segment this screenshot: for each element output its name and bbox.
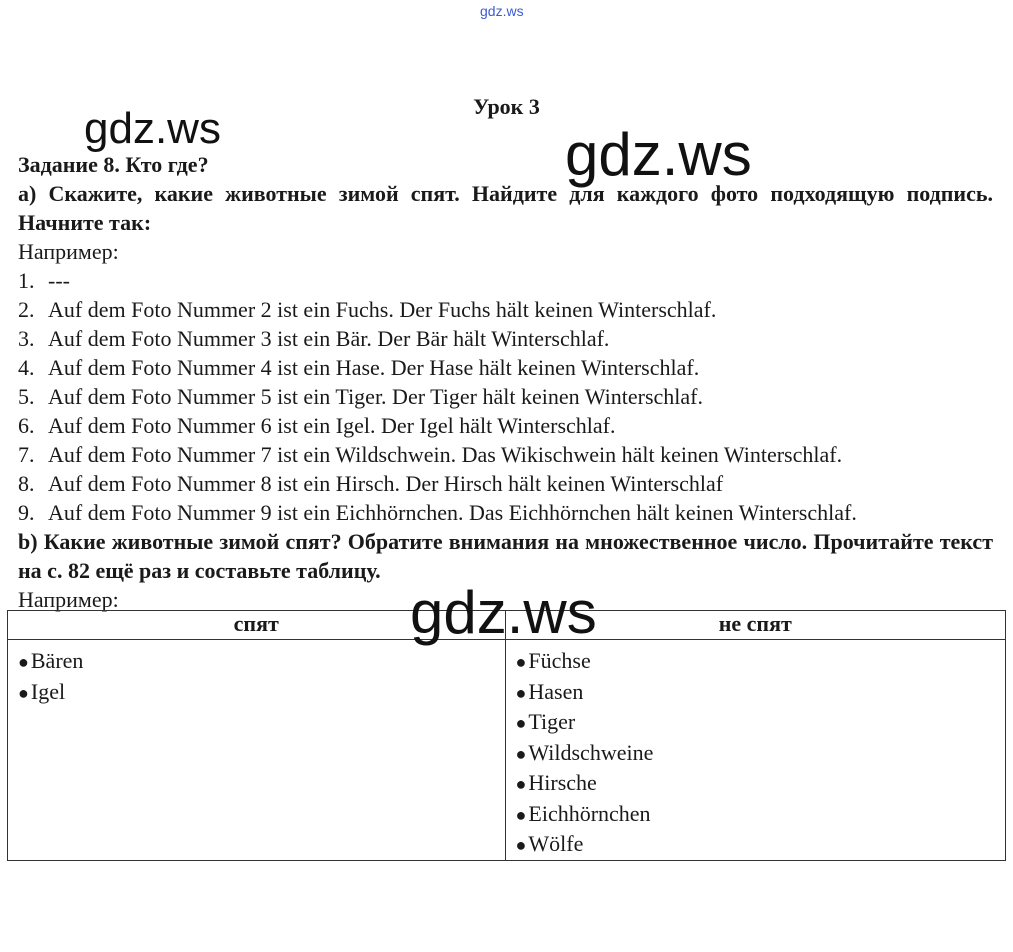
bullet-icon: ● [515, 713, 527, 733]
bullet-icon: ● [515, 682, 527, 703]
animal-name: Wölfe [528, 831, 584, 856]
bullet-icon: ● [18, 682, 29, 703]
bullet-icon: ● [515, 743, 527, 764]
animal-name: Tiger [528, 709, 576, 734]
item-number: 2. [18, 297, 35, 322]
animals-table [7, 610, 1006, 861]
page-title: Урок 3 [473, 94, 540, 119]
item-number: 6. [18, 413, 35, 438]
item-number: 1. [18, 268, 35, 293]
bullet-icon: ● [18, 652, 29, 672]
site-mark: gdz.ws [480, 3, 524, 19]
part-a-instruction: а) Скажите, какие животные зимой спят. Найдите для каждого фото подходящую подпись. Начните так: [18, 181, 993, 235]
list-item [18, 295, 993, 324]
example-label: Например: [18, 587, 119, 612]
watermark: gdz.ws [84, 104, 221, 153]
list-item [18, 266, 993, 295]
list-item [18, 646, 495, 677]
bullet-icon: ● [515, 774, 527, 794]
item-number: 3. [18, 326, 35, 351]
sleep-cell [8, 640, 506, 861]
list-item [516, 677, 995, 708]
awake-cell [505, 640, 1005, 861]
part-b-instruction: b) Какие животные зимой спят? Обратите внимания на множественное число. Прочитайте текст на с. 82 ещё раз и составьте таблицу. [18, 529, 993, 583]
animal-name: Hasen [528, 678, 584, 704]
table-row [8, 640, 1006, 861]
list-item [516, 707, 995, 738]
list-item [516, 646, 995, 677]
animal-name: Wildschweine [528, 739, 654, 765]
bullet-icon: ● [515, 804, 527, 825]
column-header-awake: не спят [505, 611, 1005, 640]
list-item [516, 738, 995, 769]
item-text: Auf dem Foto Nummer 2 ist ein Fuchs. Der Fuchs hält keinen Winterschlaf. [48, 297, 717, 322]
list-item [516, 799, 995, 830]
task-heading: Задание 8. Кто где? [18, 152, 209, 177]
list-item [18, 469, 993, 498]
item-number: 5. [18, 384, 35, 409]
item-text: Auf dem Foto Nummer 6 ist ein Igel. Der Igel hält Winterschlaf. [48, 413, 616, 438]
list-item [18, 382, 993, 411]
item-text: Auf dem Foto Nummer 4 ist ein Hase. Der Hase hält keinen Winterschlaf. [48, 355, 700, 380]
watermark: gdz.ws [565, 121, 752, 188]
list-item [516, 829, 995, 860]
bullet-icon: ● [515, 835, 527, 855]
list-item [18, 411, 993, 440]
task-content [18, 150, 993, 614]
list-item [18, 440, 993, 469]
item-text: Auf dem Foto Nummer 7 ist ein Wildschwein. Das Wikischwein hält keinen Winterschlaf. [48, 442, 843, 467]
item-text: Auf dem Foto Nummer 3 ist ein Bär. Der Bär hält Winterschlaf. [48, 326, 610, 351]
watermark: gdz.ws [410, 579, 597, 646]
item-number: 7. [18, 442, 35, 467]
item-text: --- [48, 268, 70, 293]
list-item [516, 768, 995, 799]
example-label: Например: [18, 239, 119, 264]
list-item [18, 353, 993, 382]
list-item [18, 324, 993, 353]
animal-name: Hirsche [528, 770, 597, 795]
animal-name: Bären [30, 648, 84, 673]
item-number: 8. [18, 471, 35, 496]
animal-name: Füchse [528, 648, 591, 673]
column-header-sleep: спят [8, 611, 506, 640]
list-item [18, 498, 993, 527]
item-number: 4. [18, 355, 35, 380]
item-number: 9. [18, 500, 35, 525]
item-text: Auf dem Foto Nummer 5 ist ein Tiger. Der Tiger hält keinen Winterschlaf. [48, 384, 703, 409]
list-item [18, 677, 495, 708]
item-text: Auf dem Foto Nummer 8 ist ein Hirsch. Der Hirsch hält keinen Winterschlaf [48, 471, 724, 496]
animal-name: Igel [30, 678, 66, 704]
item-text: Auf dem Foto Nummer 9 ist ein Eichhörnchen. Das Eichhörnchen hält keinen Winterschlaf. [48, 500, 857, 525]
bullet-icon: ● [515, 652, 527, 672]
animal-name: Eichhörnchen [528, 800, 651, 826]
